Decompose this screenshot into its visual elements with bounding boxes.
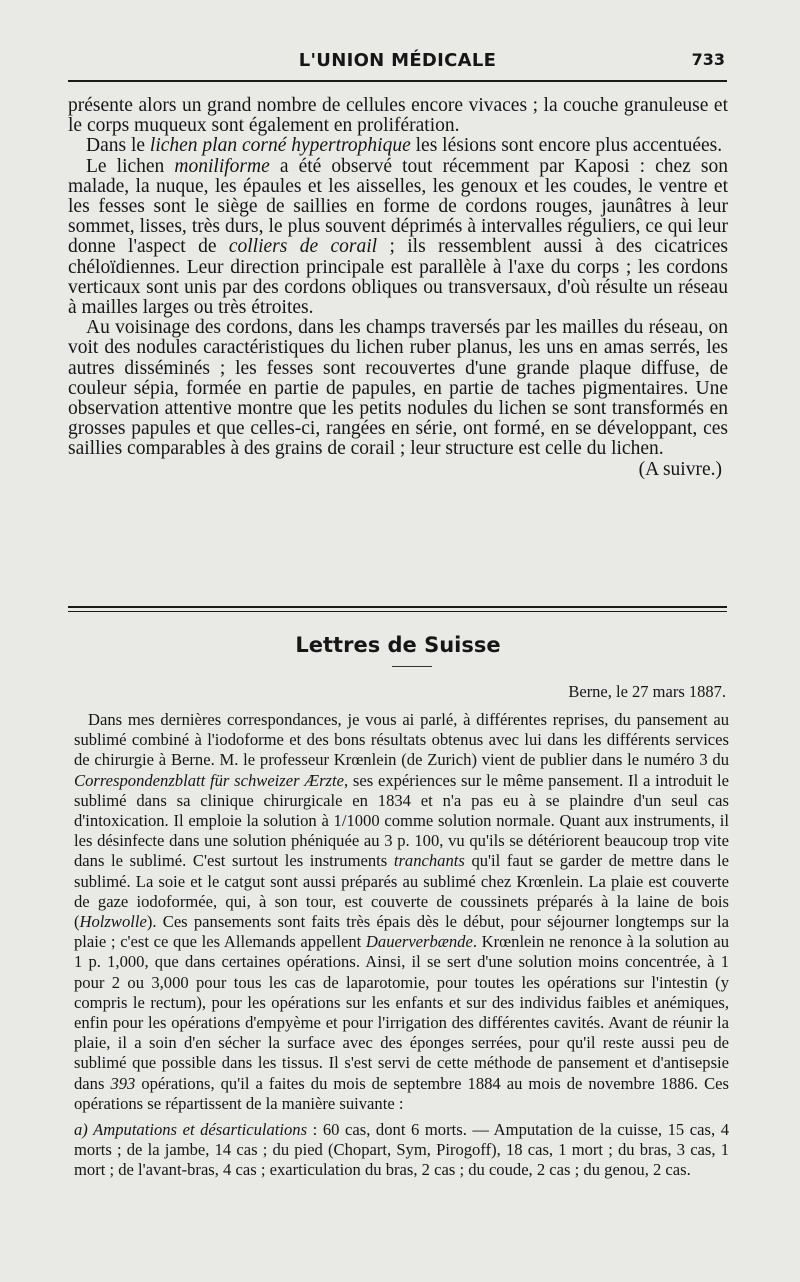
list-item: a) Amputations et désarticulations : 60 cas, dont 6 morts. — Amputation de la cuisse, 15 cas, 4 morts ; de la jambe, 14 cas ; du pied (Chopart, Sym, Pirogoff), 18 cas, 1 mort ; du bras, 3 cas, 1 mort ; de l'avant-bras, 4 cas ; exarticulation du bras, 2 cas ; du coude, 2 cas ; du genou, 2 cas. — [74, 1120, 729, 1180]
section-rule-bottom — [68, 611, 727, 612]
dateline: Berne, le 27 mars 1887. — [568, 682, 726, 701]
header-rule — [68, 80, 727, 82]
article-continuation — [68, 96, 728, 480]
emphasis: moniliforme — [174, 155, 270, 177]
emphasis: lichen plan corné hypertrophique — [149, 135, 411, 157]
emphasis: Dauerverbænde — [365, 932, 473, 952]
section-title: Lettres de Suisse — [295, 633, 501, 657]
emphasis: 393 — [110, 1073, 136, 1093]
page-header — [68, 48, 727, 74]
emphasis: tranchants — [393, 851, 465, 871]
page-number: 733 — [691, 50, 725, 69]
paragraph: Le lichen moniliforme a été observé tout récemment par Kaposi : chez son malade, la nuque, les épaules et les aisselles, les genoux et les coudes, le ventre et les fesses sont le siège de saillies en forme de cordons rouges, jaunâtres à leur sommet, lisses, très durs, le plus souvent déprimés à intervalles réguliers, ce qui leur donne l'aspect de colliers de corail ; ils ressemblent aussi à des cicatrices chéloïdiennes. Leur direction principale est parallèle à l'axe du corps ; les cordons verticaux sont unis par des cordons obliques ou transversaux, d'où résulte un réseau à mailles larges ou très étroites. — [68, 155, 729, 319]
a-suivre: (A suivre.) — [638, 458, 722, 480]
paragraph: Dans mes dernières correspondances, je vous ai parlé, à différentes reprises, du pansement au sublimé combiné à l'iodoforme et des bons résultats obtenus avec lui dans les différents services de chirurgie à Berne. M. le professeur Krœnlein (de Zurich) vient de publier dans le numéro 3 du Correspondenzblatt für schweizer Ærzte, ses expériences sur le même pansement. Il a introduit le sublimé dans sa clinique chirurgicale en 1834 et n'a pas eu à se plaindre d'un seul cas d'intoxication. Il emploie la solution à 1/1000 comme solution normale. Quant aux instruments, il les désinfecte dans une solution phéniquée au 3 p. 100, vu qu'ils se détériorent beaucoup trop vite dans le sublimé. C'est surtout les instruments tranchants qu'il faut se garder de mettre dans le sublimé. La soie et le catgut sont aussi préparés au sublimé chez Krœnlein. La plaie est couverte de gaze iodoformée, qui, à son tour, est couverte de coussinets préparés à la laine de bois (Holzwolle). Ces pansements sont faits très épais dès le début, pour séjourner longtemps sur la plaie ; c'est ce que les Allemands appellent Dauerverbænde. Krœnlein ne renonce à la solution au 1 p. 1,000, que dans certaines opérations. Ainsi, il se sert d'une solution moins concentrée, à 1 pour 2 ou 3,000 pour tous les cas de laparotomie, pour toutes les opérations sur l'intestin (y compris le rectum), pour les opérations sur les enfants et sur des individus faibles et anémiques, enfin pour les opérations d'empyème et pour l'irrigation des différentes cavités. Avant de réunir la plaie, il a soin d'en sécher la surface avec des éponges serrées, pour qu'il reste aussi peu de sublimé que possible dans les tissus. Il s'est servi de cette méthode de pansement et d'antisepsie dans 393 opérations, qu'il a faites du mois de septembre 1884 au mois de novembre 1886. Ces opérations se répartissent de la manière suivante : — [74, 710, 730, 1113]
section-rule-top — [68, 606, 727, 608]
paragraph: Au voisinage des cordons, dans les champs traversés par les mailles du réseau, on voit des nodules caractéristiques du lichen ruber planus, les uns en amas serrés, les autres disséminés ; les fesses sont recouvertes d'une grande plaque diffuse, de couleur sépia, formée en partie de papules, en partie de taches pigmentaires. Une observation attentive montre que les petits nodules du lichen se sont transformés en grosses papules et que celles-ci, rangées en série, ont formé, en se développant, ces saillies comparables à des grains de corail ; leur structure est celle du lichen. (A suivre.) — [68, 317, 728, 480]
running-title: L'UNION MÉDICALE — [298, 50, 497, 71]
paragraph: Dans le lichen plan corné hypertrophique les lésions sont encore plus accentuées. — [86, 135, 723, 157]
letter-body — [74, 710, 729, 1181]
paragraph: présente alors un grand nombre de cellules encore vivaces ; la couche granuleuse et le corps muqueux sont également en prolifération. — [68, 95, 728, 137]
emphasis: colliers de corail — [228, 236, 378, 258]
list-label: a) Amputations et désarticulations — [74, 1120, 308, 1140]
emphasis: Correspondenzblatt für schweizer Ærzte — [74, 770, 344, 790]
title-underline — [392, 666, 432, 667]
emphasis: Holzwolle — [79, 912, 147, 932]
